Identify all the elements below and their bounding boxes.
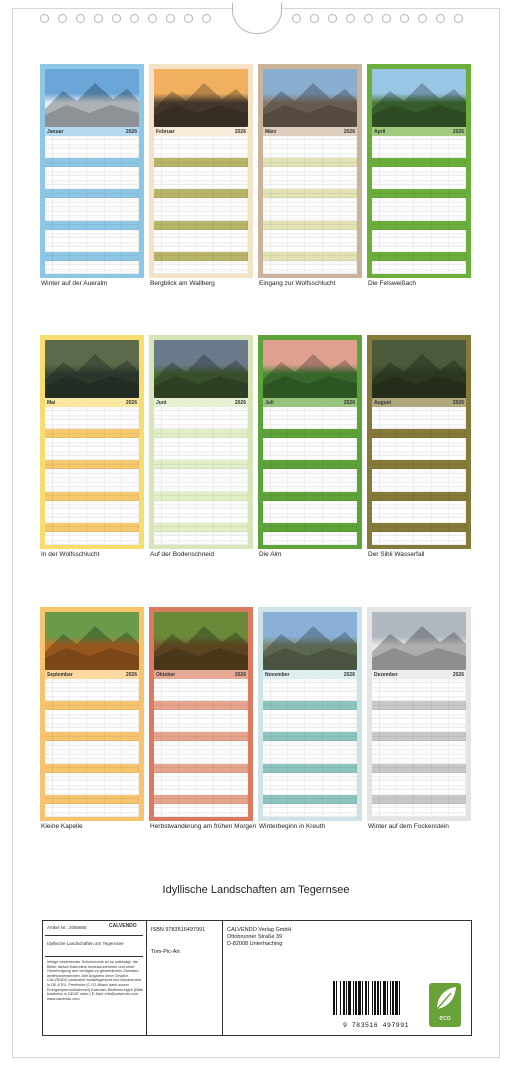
barcode-bar <box>374 981 376 1015</box>
ring <box>292 14 301 23</box>
ring <box>310 14 319 23</box>
barcode-bar <box>368 981 369 1015</box>
day-grid <box>154 679 248 817</box>
month-panel <box>258 335 362 549</box>
month-photo <box>372 340 466 398</box>
day-grid <box>154 407 248 545</box>
day-grid <box>263 407 357 545</box>
day-row <box>263 270 357 274</box>
ring <box>346 14 355 23</box>
ring <box>184 14 193 23</box>
day-row <box>263 541 357 545</box>
barcode-bars <box>331 981 421 1017</box>
month-year: 2026 <box>125 129 137 135</box>
barcode-bar <box>340 981 341 1015</box>
landscape-image <box>372 612 466 670</box>
day-grid <box>263 136 357 274</box>
day-row <box>45 813 139 817</box>
month-header <box>45 670 139 679</box>
ring <box>166 14 175 23</box>
ring <box>382 14 391 23</box>
month-header <box>45 398 139 407</box>
month-panel <box>149 607 253 821</box>
ring <box>112 14 121 23</box>
month-name: Januar <box>47 129 64 135</box>
month-photo <box>45 340 139 398</box>
barcode-bar <box>355 981 357 1015</box>
ring <box>400 14 409 23</box>
eco-label: eco <box>439 1015 451 1022</box>
barcode-bar <box>362 981 363 1015</box>
short-title: Idyllische Landschaften am Tegernsee <box>47 941 124 946</box>
month-year: 2026 <box>125 400 137 406</box>
month-year: 2026 <box>234 400 246 406</box>
month-header <box>263 670 357 679</box>
month-caption: Winter auf der Aueralm <box>41 280 108 287</box>
month-name: Juli <box>265 400 274 406</box>
month-caption: Winter auf dem Fockenstein <box>368 823 449 830</box>
month-header <box>154 127 248 136</box>
barcode-bar <box>392 981 394 1015</box>
month-photo <box>154 340 248 398</box>
ring <box>328 14 337 23</box>
month-name: November <box>265 672 290 678</box>
month-panel <box>40 64 144 278</box>
month-name: September <box>47 672 73 678</box>
month-name: Februar <box>156 129 175 135</box>
ring <box>436 14 445 23</box>
day-row <box>263 813 357 817</box>
ring <box>454 14 463 23</box>
divider <box>45 956 143 957</box>
month-panel <box>258 607 362 821</box>
landscape-image <box>154 69 248 127</box>
month-caption: Der Sibli Wasserfall <box>368 551 425 558</box>
barcode-bar <box>383 981 386 1015</box>
publisher-name: CALVENDO Verlag GmbH <box>227 927 292 933</box>
ring <box>148 14 157 23</box>
landscape-image <box>45 69 139 127</box>
legal-disclaimer: Infolge bestehender Schutzrechte ist es untersagt, die Bilder dieses Kalenders herauszunehmen und ohne Genehmigung des Verlages zu gewerblichen Zwecken weiterzuverwenden. Alle Angaben ohne Gewähr. CALVENDO produziert bedarfsgerecht und klimaneutral in DE & EU. Preshwire (C O2-Bilanz dank sucrer. Energiesparmaßnahmen) Kalender-Bestimmungen (Bitte kostenlos in DE/AT unter.) E-Mail: info@calvendo.com · www.calvendo.com <box>47 960 143 1001</box>
day-row <box>45 541 139 545</box>
landscape-image <box>372 340 466 398</box>
info-col-middle <box>147 921 223 1035</box>
month-year: 2026 <box>452 129 464 135</box>
day-grid <box>263 679 357 817</box>
ring <box>76 14 85 23</box>
month-year: 2026 <box>343 129 355 135</box>
brand-logo: CALVENDO <box>109 923 137 929</box>
barcode-bar <box>399 981 400 1015</box>
month-name: April <box>374 129 386 135</box>
day-row <box>372 813 466 817</box>
month-year: 2026 <box>343 672 355 678</box>
month-panel <box>40 335 144 549</box>
month-caption: Kleine Kapelle <box>41 823 83 830</box>
leaf-icon <box>429 983 461 1013</box>
day-grid <box>45 136 139 274</box>
month-panel <box>367 607 471 821</box>
barcode-bar <box>353 981 354 1015</box>
month-photo <box>372 69 466 127</box>
barcode <box>331 981 421 1029</box>
barcode-bar <box>372 981 373 1015</box>
month-header <box>372 127 466 136</box>
day-row <box>372 270 466 274</box>
month-panel <box>367 335 471 549</box>
month-photo <box>45 612 139 670</box>
month-caption: In der Wolfsschlucht <box>41 551 100 558</box>
month-year: 2026 <box>234 672 246 678</box>
barcode-bar <box>387 981 388 1015</box>
landscape-image <box>263 69 357 127</box>
publisher-city: D-82008 Unterhaching <box>227 941 283 947</box>
month-header <box>154 398 248 407</box>
month-name: Dezember <box>374 672 398 678</box>
ring <box>418 14 427 23</box>
eco-badge <box>429 983 461 1027</box>
month-caption: Winterbeginn in Kreuth <box>259 823 326 830</box>
month-panel <box>258 64 362 278</box>
month-header <box>372 398 466 407</box>
month-name: März <box>265 129 277 135</box>
barcode-bar <box>348 981 351 1015</box>
month-caption: Eingang zur Wolfsschlucht <box>259 280 336 287</box>
month-panel <box>149 64 253 278</box>
barcode-bar <box>346 981 347 1015</box>
month-name: Juni <box>156 400 167 406</box>
month-caption: Die Alm <box>259 551 282 558</box>
publisher-street: Ottobrunner Straße 39 <box>227 934 283 940</box>
month-panel <box>149 335 253 549</box>
day-grid <box>372 407 466 545</box>
landscape-image <box>263 612 357 670</box>
month-year: 2026 <box>452 672 464 678</box>
day-row <box>45 270 139 274</box>
month-header <box>45 127 139 136</box>
ring <box>130 14 139 23</box>
month-header <box>263 398 357 407</box>
month-photo <box>263 340 357 398</box>
month-year: 2026 <box>234 129 246 135</box>
day-grid <box>45 407 139 545</box>
barcode-number: 9 783516 497991 <box>342 1022 409 1029</box>
article-number: Artikel Nr.: 2066865 <box>47 925 87 930</box>
day-grid <box>154 136 248 274</box>
ring <box>202 14 211 23</box>
info-box <box>42 920 472 1036</box>
divider <box>45 935 143 936</box>
month-header <box>154 670 248 679</box>
barcode-bar <box>336 981 337 1015</box>
landscape-image <box>45 340 139 398</box>
month-photo <box>154 612 248 670</box>
month-year: 2026 <box>343 400 355 406</box>
month-name: Oktober <box>156 672 176 678</box>
month-year: 2026 <box>452 400 464 406</box>
month-header <box>372 670 466 679</box>
day-grid <box>372 136 466 274</box>
day-row <box>154 813 248 817</box>
month-photo <box>45 69 139 127</box>
month-photo <box>372 612 466 670</box>
month-name: Mai <box>47 400 56 406</box>
month-photo <box>263 612 357 670</box>
month-caption: Die Felsweißach <box>368 280 417 287</box>
author: Tom-Pic-Art <box>151 949 180 955</box>
barcode-bar <box>343 981 345 1015</box>
month-panel <box>367 64 471 278</box>
landscape-image <box>45 612 139 670</box>
barcode-bar <box>395 981 398 1015</box>
ring <box>94 14 103 23</box>
day-row <box>154 270 248 274</box>
month-caption: Auf der Bodenschneid <box>150 551 214 558</box>
month-photo <box>154 69 248 127</box>
day-row <box>372 541 466 545</box>
ring <box>58 14 67 23</box>
barcode-bar <box>380 981 381 1015</box>
month-photo <box>263 69 357 127</box>
ring <box>364 14 373 23</box>
landscape-image <box>263 340 357 398</box>
isbn: ISBN 9783516497991 <box>151 927 206 933</box>
month-name: August <box>374 400 392 406</box>
info-col-left <box>43 921 147 1035</box>
landscape-image <box>154 612 248 670</box>
barcode-bar <box>390 981 391 1015</box>
ring <box>40 14 49 23</box>
month-caption: Bergblick am Wallberg <box>150 280 215 287</box>
day-grid <box>45 679 139 817</box>
day-row <box>154 541 248 545</box>
landscape-image <box>154 340 248 398</box>
day-grid <box>372 679 466 817</box>
calendar-title: Idyllische Landschaften am Tegernsee <box>162 884 350 896</box>
month-header <box>263 127 357 136</box>
month-panel <box>40 607 144 821</box>
barcode-bar <box>377 981 379 1015</box>
month-caption: Herbstwanderung am frühen Morgen <box>150 823 257 830</box>
barcode-bar <box>333 981 335 1015</box>
landscape-image <box>372 69 466 127</box>
barcode-bar <box>365 981 367 1015</box>
month-year: 2026 <box>125 672 137 678</box>
barcode-bar <box>358 981 361 1015</box>
